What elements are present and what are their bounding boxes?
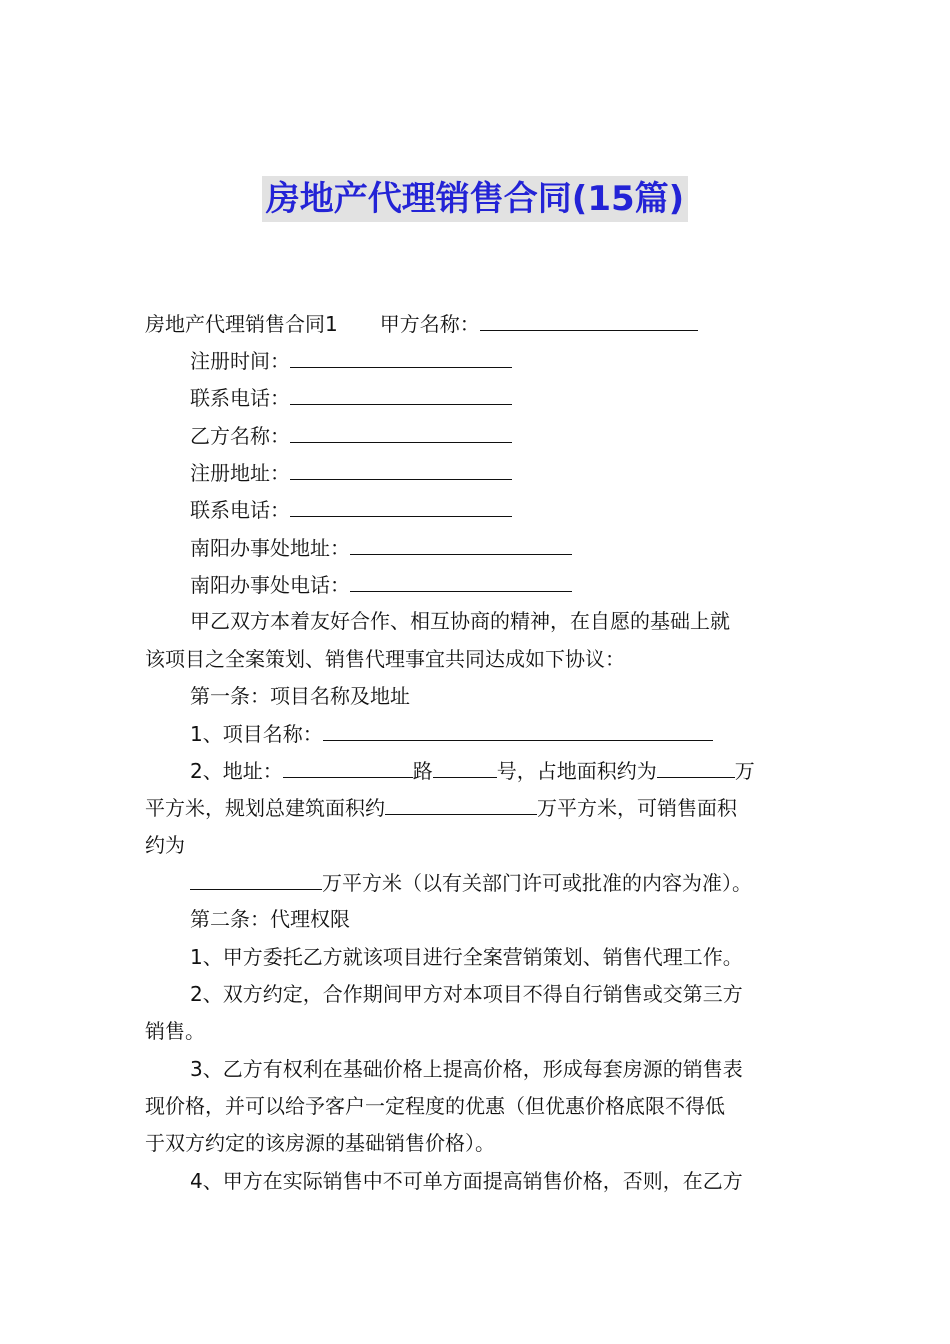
unit-text: 万 xyxy=(734,759,755,783)
article1-item2-line3: 约为 xyxy=(145,833,185,857)
field-party-b-name xyxy=(190,420,512,451)
agreement-intro-line1: 甲乙双方本着友好合作、相互协商的精神，在自愿的基础上就 xyxy=(190,609,730,633)
article1-heading: 第一条：项目名称及地址 xyxy=(190,684,410,708)
article2-item2-line2: 销售。 xyxy=(145,1019,205,1043)
field-blank xyxy=(350,532,572,555)
article1-item2-line1 xyxy=(190,755,755,786)
article1-item2-line2 xyxy=(145,792,737,823)
article1-item2-line4 xyxy=(190,867,752,898)
field-nanyang-office-phone xyxy=(190,569,572,600)
road-text: 路 xyxy=(412,759,433,783)
article2-item1: 1、甲方委托乙方就该项目进行全案营销策划、销售代理工作。 xyxy=(190,945,743,969)
project-name-label: 1、项目名称： xyxy=(190,722,323,746)
article2-item3-line1: 3、乙方有权利在基础价格上提高价格，形成每套房源的销售表 xyxy=(190,1057,743,1081)
field-blank xyxy=(290,382,512,405)
field-registered-address xyxy=(190,457,512,488)
saleable-area-text: 万平方米，可销售面积 xyxy=(537,796,737,820)
title-container xyxy=(0,176,950,222)
field-label: 注册地址： xyxy=(190,461,290,485)
project-name-blank xyxy=(323,718,713,741)
field-blank xyxy=(290,494,512,517)
field-label: 南阳办事处电话： xyxy=(190,573,350,597)
land-area-blank xyxy=(657,755,735,778)
total-area-text: 平方米，规划总建筑面积约 xyxy=(145,796,385,820)
header-line xyxy=(145,308,698,339)
field-label: 南阳办事处地址： xyxy=(190,536,350,560)
article2-item3-line3: 于双方约定的该房源的基础销售价格）。 xyxy=(145,1131,495,1155)
field-registration-time xyxy=(190,345,512,376)
number-blank xyxy=(433,755,497,778)
saleable-area-note: 万平方米（以有关部门许可或批准的内容为准）。 xyxy=(322,871,752,895)
area-text: 号，占地面积约为 xyxy=(496,759,657,783)
article1-item1 xyxy=(190,718,713,749)
article2-heading: 第二条：代理权限 xyxy=(190,907,350,931)
field-phone-b xyxy=(190,494,512,525)
party-a-name-blank xyxy=(480,308,698,331)
field-blank xyxy=(290,420,512,443)
article2-item3-line2: 现价格，并可以给予客户一定程度的优惠（但优惠价格底限不得低 xyxy=(145,1094,725,1118)
field-blank xyxy=(290,457,512,480)
article2-item4-line1: 4、甲方在实际销售中不可单方面提高销售价格，否则，在乙方 xyxy=(190,1169,743,1193)
field-label: 联系电话： xyxy=(190,498,290,522)
address-label: 2、地址： xyxy=(190,759,283,783)
agreement-intro-line2: 该项目之全案策划、销售代理事宜共同达成如下协议： xyxy=(145,647,625,671)
party-a-name-label: 甲方名称： xyxy=(379,312,480,336)
road-blank xyxy=(283,755,413,778)
field-blank xyxy=(290,345,512,368)
field-nanyang-office-address xyxy=(190,532,572,563)
document-title: 房地产代理销售合同(15篇) xyxy=(262,176,688,222)
field-phone-a xyxy=(190,382,512,413)
saleable-area-blank xyxy=(190,867,322,890)
field-label: 乙方名称： xyxy=(190,424,290,448)
field-label: 注册时间： xyxy=(190,349,290,373)
field-label: 联系电话： xyxy=(190,386,290,410)
field-blank xyxy=(350,569,572,592)
article2-item2-line1: 2、双方约定，合作期间甲方对本项目不得自行销售或交第三方 xyxy=(190,982,743,1006)
contract-number: 房地产代理销售合同1 xyxy=(145,312,338,336)
total-area-blank xyxy=(385,792,537,815)
